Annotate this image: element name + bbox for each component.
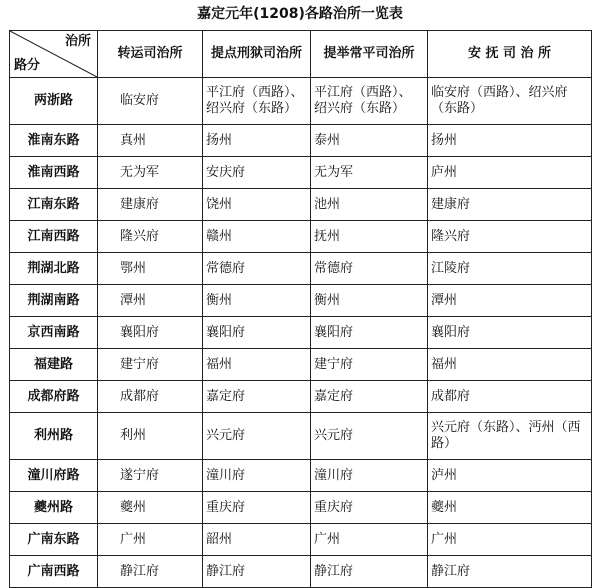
seat-cell: 兴元府 bbox=[311, 413, 428, 460]
seat-cell: 襄阳府 bbox=[203, 317, 311, 349]
seat-cell: 潼川府 bbox=[311, 460, 428, 492]
seat-cell: 韶州 bbox=[203, 524, 311, 556]
seat-cell: 真州 bbox=[98, 125, 203, 157]
route-name-cell: 荆湖北路 bbox=[10, 253, 98, 285]
table-row bbox=[10, 492, 592, 524]
seat-cell: 广州 bbox=[98, 524, 203, 556]
seat-cell: 福州 bbox=[428, 349, 592, 381]
seat-cell: 夔州 bbox=[98, 492, 203, 524]
seat-cell: 鄂州 bbox=[98, 253, 203, 285]
seat-cell: 平江府（西路）、绍兴府（东路） bbox=[311, 78, 428, 125]
seat-cell: 隆兴府 bbox=[428, 221, 592, 253]
seat-cell: 临安府 bbox=[98, 78, 203, 125]
route-name-cell: 福建路 bbox=[10, 349, 98, 381]
table-row bbox=[10, 221, 592, 253]
seat-cell: 襄阳府 bbox=[311, 317, 428, 349]
seat-cell: 重庆府 bbox=[311, 492, 428, 524]
table-row bbox=[10, 189, 592, 221]
seat-cell: 建康府 bbox=[98, 189, 203, 221]
seat-cell: 襄阳府 bbox=[428, 317, 592, 349]
route-name-cell: 两浙路 bbox=[10, 78, 98, 125]
seat-cell: 建宁府 bbox=[311, 349, 428, 381]
seat-cell: 衡州 bbox=[203, 285, 311, 317]
seat-cell: 嘉定府 bbox=[311, 381, 428, 413]
table-title: 嘉定元年(1208)各路治所一览表 bbox=[197, 6, 403, 22]
table-row bbox=[10, 78, 592, 125]
seat-cell: 兴元府 bbox=[203, 413, 311, 460]
seat-cell: 静江府 bbox=[428, 556, 592, 588]
route-name-cell: 淮南西路 bbox=[10, 157, 98, 189]
table-row bbox=[10, 381, 592, 413]
seat-cell: 重庆府 bbox=[203, 492, 311, 524]
route-name-cell: 江南东路 bbox=[10, 189, 98, 221]
seat-cell: 饶州 bbox=[203, 189, 311, 221]
seat-cell: 利州 bbox=[98, 413, 203, 460]
corner-header bbox=[10, 31, 98, 78]
route-name-cell: 京西南路 bbox=[10, 317, 98, 349]
table-row bbox=[10, 460, 592, 492]
route-name-cell: 荆湖南路 bbox=[10, 285, 98, 317]
seat-cell: 隆兴府 bbox=[98, 221, 203, 253]
table-row bbox=[10, 253, 592, 285]
seat-cell: 广州 bbox=[428, 524, 592, 556]
seat-cell: 成都府 bbox=[428, 381, 592, 413]
seat-cell: 潭州 bbox=[428, 285, 592, 317]
seat-cell: 扬州 bbox=[203, 125, 311, 157]
seat-cell: 扬州 bbox=[428, 125, 592, 157]
seat-cell: 衡州 bbox=[311, 285, 428, 317]
seat-cell: 无为军 bbox=[98, 157, 203, 189]
table-row bbox=[10, 524, 592, 556]
table-row bbox=[10, 317, 592, 349]
seat-cell: 潼川府 bbox=[203, 460, 311, 492]
seat-cell: 江陵府 bbox=[428, 253, 592, 285]
seat-cell: 建康府 bbox=[428, 189, 592, 221]
seat-cell: 安庆府 bbox=[203, 157, 311, 189]
route-name-cell: 江南西路 bbox=[10, 221, 98, 253]
table-row bbox=[10, 556, 592, 588]
route-seat-table bbox=[9, 30, 592, 588]
seat-cell: 临安府（西路）、绍兴府（东路） bbox=[428, 78, 592, 125]
table-row bbox=[10, 413, 592, 460]
seat-cell: 抚州 bbox=[311, 221, 428, 253]
table-row bbox=[10, 157, 592, 189]
seat-cell: 建宁府 bbox=[98, 349, 203, 381]
seat-cell: 广州 bbox=[311, 524, 428, 556]
col-header-judicial: 提点刑狱司治所 bbox=[203, 31, 311, 78]
col-header-transport: 转运司治所 bbox=[98, 31, 203, 78]
seat-cell: 福州 bbox=[203, 349, 311, 381]
seat-cell: 嘉定府 bbox=[203, 381, 311, 413]
seat-cell: 潭州 bbox=[98, 285, 203, 317]
seat-cell: 平江府（西路）、绍兴府（东路） bbox=[203, 78, 311, 125]
seat-cell: 兴元府（东路）、沔州（西路） bbox=[428, 413, 592, 460]
seat-cell: 成都府 bbox=[98, 381, 203, 413]
seat-cell: 池州 bbox=[311, 189, 428, 221]
col-header-granary: 提举常平司治所 bbox=[311, 31, 428, 78]
seat-cell: 静江府 bbox=[203, 556, 311, 588]
seat-cell: 静江府 bbox=[311, 556, 428, 588]
seat-cell: 常德府 bbox=[203, 253, 311, 285]
seat-cell: 静江府 bbox=[98, 556, 203, 588]
seat-cell: 庐州 bbox=[428, 157, 592, 189]
corner-route-label: 路分 bbox=[14, 58, 41, 73]
table-row bbox=[10, 125, 592, 157]
seat-cell: 无为军 bbox=[311, 157, 428, 189]
header-row bbox=[10, 31, 592, 78]
seat-cell: 夔州 bbox=[428, 492, 592, 524]
route-name-cell: 淮南东路 bbox=[10, 125, 98, 157]
seat-cell: 泸州 bbox=[428, 460, 592, 492]
seat-cell: 遂宁府 bbox=[98, 460, 203, 492]
table-row bbox=[10, 285, 592, 317]
seat-cell: 泰州 bbox=[311, 125, 428, 157]
seat-cell: 襄阳府 bbox=[98, 317, 203, 349]
col-header-pacification: 安 抚 司 治 所 bbox=[428, 31, 592, 78]
route-name-cell: 潼川府路 bbox=[10, 460, 98, 492]
seat-cell: 常德府 bbox=[311, 253, 428, 285]
table-row bbox=[10, 349, 592, 381]
route-name-cell: 成都府路 bbox=[10, 381, 98, 413]
route-name-cell: 广南西路 bbox=[10, 556, 98, 588]
seat-cell: 赣州 bbox=[203, 221, 311, 253]
route-name-cell: 夔州路 bbox=[10, 492, 98, 524]
route-name-cell: 广南东路 bbox=[10, 524, 98, 556]
corner-seat-label: 治所 bbox=[64, 34, 91, 49]
route-name-cell: 利州路 bbox=[10, 413, 98, 460]
